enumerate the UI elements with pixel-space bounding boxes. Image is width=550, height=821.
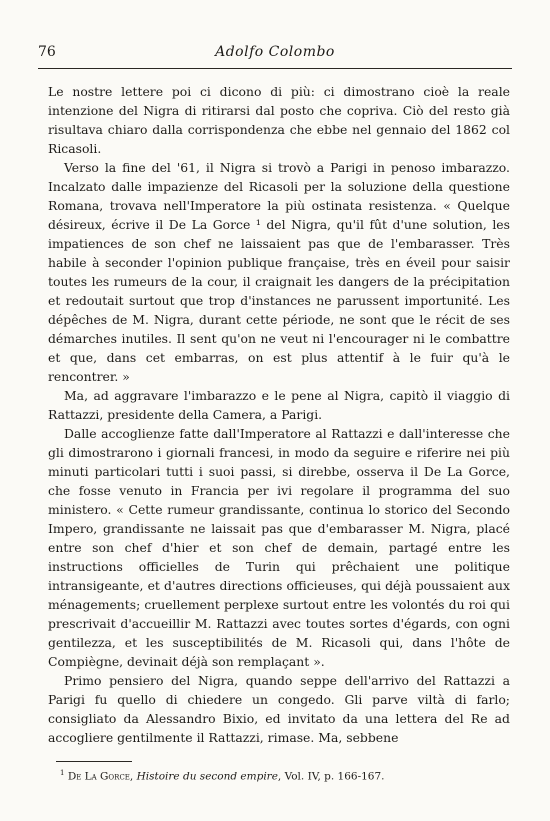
- footnote: $^1$ De La Gorce, Histoire du second empire, Vol. IV, p. 166-167.: [60, 769, 385, 783]
- header-rule: [38, 68, 512, 69]
- page-body: [48, 82, 510, 747]
- running-title: Adolfo Colombo: [215, 44, 335, 60]
- paragraph: Verso la fine del '61, il Nigra si trovò a Parigi in penoso imbarazzo. Incalzato dalle impazienze del Ricasoli per la soluzione della questione Romana, trovava nell'Imperatore la più ostinata resistenza. « Quelque désireux, écrive il De La Gorce ¹ del Nigra, qu'il fût d'une solution, les impatiences de son chef ne laissaient pas que de l'embarasser. Très habile à seconder l'opinion publique française, très en éveil pour saisir toutes les rumeurs de la cour, il craignait les dangers de la précipitation et redoutait surtout que trop d'instances ne parussent importunité. Les dépêches de M. Nigra, durant cette période, ne sont que le récit de ses démarches inutiles. Il sent qu'on ne veut ni l'encourager ni le combattre et que, dans cet embarras, on est plus attentif à le fuir qu'à le rencontrer. »: [48, 160, 510, 384]
- footnote-author: De La Gorce: [67, 770, 130, 783]
- paragraph: Ma, ad aggravare l'imbarazzo e le pene al Nigra, capitò il viaggio di Rattazzi, presidente della Camera, a Parigi.: [48, 388, 510, 422]
- footnote-marker: 1: [60, 769, 65, 777]
- footnote-reference: , Vol. IV, p. 166-167.: [277, 770, 385, 783]
- paragraph: Primo pensiero del Nigra, quando seppe dell'arrivo del Rattazzi a Parigi fu quello di chiedere un congedo. Gli parve viltà di farlo; consigliato da Alessandro Bixio, ed invitato da una lettera del Re ad accogliere gentilmente il Rattazzi, rimase. Ma, sebbene: [48, 673, 510, 745]
- paragraph: Le nostre lettere poi ci dicono di più: ci dimostrano cioè la reale intenzione del Nigra di ritirarsi dal posto che copriva. Ciò del resto già risultava chiaro dalla corrispondenza che ebbe nel gennaio del 1862 col Ricasoli.: [48, 84, 510, 156]
- page-header: [38, 44, 512, 66]
- footnote-rule: [56, 761, 132, 762]
- paragraph: Dalle accoglienze fatte dall'Imperatore al Rattazzi e dall'interesse che gli dimostrarono i giornali francesi, in modo da seguire e riferire nei più minuti particolari tutti i suoi passi, si direbbe, osserva il De La Gorce, che fosse venuto in Francia per ivi regolare il programma del suo ministero. « Cette rumeur grandissante, continua lo storico del Secondo Impero, grandissante ne laissait pas que d'embarasser M. Nigra, placé entre son chef d'hier et son chef de demain, partagé entre les instructions officielles de Turin qui prêchaient une politique intransigeante, et d'autres directions officieuses, qui déjà poussaient aux ménagements; cruellement perplexe surtout entre les volontés du roi qui prescrivait d'accueillir M. Rattazzi avec toutes sortes d'égards, con ogni gentilezza, et les susceptibilités de M. Ricasoli qui, dans l'hôte de Compiègne, devinait déjà son remplaçant ».: [48, 426, 510, 669]
- footnote-work: Histoire du second empire: [136, 770, 278, 783]
- page-number: 76: [38, 44, 56, 60]
